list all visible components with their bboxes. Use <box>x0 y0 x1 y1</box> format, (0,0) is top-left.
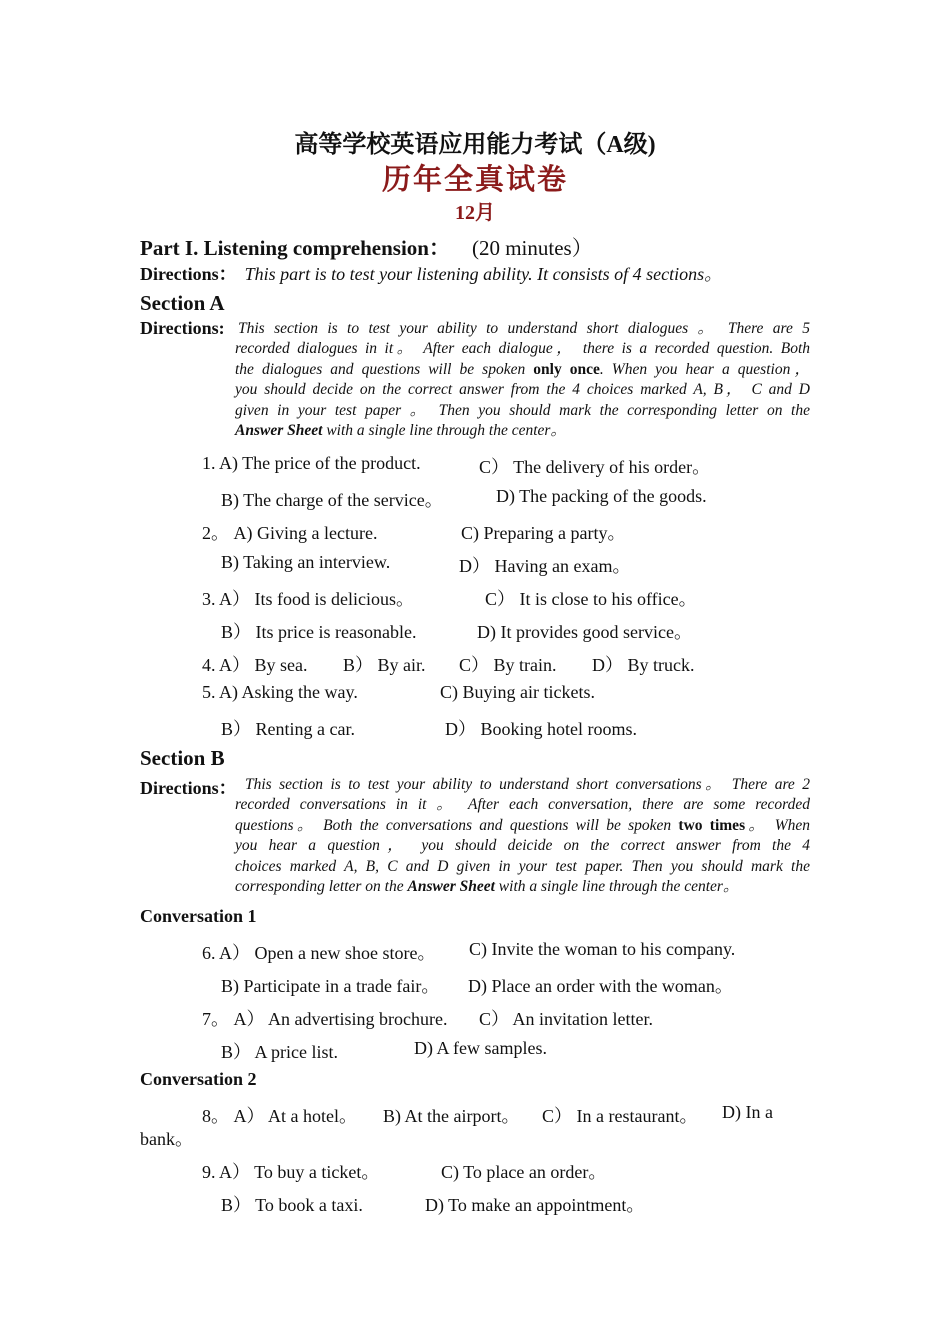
conversation-1-heading: Conversation 1 <box>140 906 257 926</box>
dir-a-line2: recorded dialogues in it。 After each dialogue， there is a recorded question. Both <box>235 340 810 358</box>
dir-a-line3a: the dialogues and questions will be spoken <box>235 360 534 378</box>
q3-option-a[interactable]: 3. A） Its food is delicious。 <box>202 589 414 609</box>
q1-option-c[interactable]: C） The delivery of his order。 <box>479 457 711 477</box>
q2-option-a[interactable]: 2。 A) Giving a lecture. <box>202 523 378 543</box>
dir-b-line2: recorded conversations in it 。 After each conversation, there are some recorded <box>235 796 810 814</box>
q4-option-c[interactable]: C） By train. <box>459 655 557 675</box>
q9-option-d[interactable]: D) To make an appointment。 <box>425 1195 645 1215</box>
q7-option-d[interactable]: D) A few samples. <box>414 1038 547 1058</box>
dir-b-line5: choices marked A, B, C and D given in your test paper. Then you should mark the <box>235 857 810 875</box>
dir-b-line3a: questions。 Both the conversations and questions will be spoken <box>235 816 679 834</box>
dir-a-line6 <box>235 421 810 441</box>
q4-option-a[interactable]: 4. A） By sea. <box>202 655 308 675</box>
dir-b-line6 <box>235 877 810 897</box>
q6-option-a[interactable]: 6. A） Open a new shoe store。 <box>202 943 436 963</box>
q1-option-b[interactable]: B) The charge of the service。 <box>221 490 443 510</box>
dir-a-only-once: only once <box>533 360 600 378</box>
dir-a-line1: This section is to test your ability to understand short dialogues 。 There are 5 <box>238 320 810 337</box>
dir-a-line4: you should decide on the correct answer from the 4 choices marked A, B， C and D <box>235 381 810 399</box>
q8-option-b[interactable]: B) At the airport。 <box>383 1106 520 1126</box>
part-duration: (20 minutes） <box>471 236 593 260</box>
conversation-2-heading: Conversation 2 <box>140 1069 257 1089</box>
q8-option-d[interactable]: D) In a <box>722 1102 773 1122</box>
q2-option-d[interactable]: D） Having an exam。 <box>459 556 631 576</box>
q7-option-b[interactable]: B） A price list. <box>221 1042 338 1062</box>
q3-option-d[interactable]: D) It provides good service。 <box>477 622 692 642</box>
q3-option-c[interactable]: C） It is close to his office。 <box>485 589 697 609</box>
dir-a-line5: given in your test paper 。 Then you should mark the corresponding letter on the <box>235 401 810 419</box>
q7-option-a[interactable]: 7。 A） An advertising brochure. <box>202 1009 448 1029</box>
dir-b-two-times: two times <box>678 816 746 834</box>
section-b-directions-label: Directions： <box>140 778 237 798</box>
q9-option-a[interactable]: 9. A） To buy a ticket。 <box>202 1162 380 1182</box>
exam-title: 高等学校英语应用能力考试（A级) <box>294 132 656 158</box>
q5-option-a[interactable]: 5. A) Asking the way. <box>202 682 358 702</box>
dir-a-line3 <box>235 360 810 380</box>
q3-option-b[interactable]: B） Its price is reasonable. <box>221 622 417 642</box>
dir-b-answer-sheet: Answer Sheet <box>407 878 495 896</box>
dir-b-line1: This section is to test your ability to understand short conversations。 There are 2 <box>245 776 810 793</box>
q6-option-b[interactable]: B) Participate in a trade fair。 <box>221 976 440 996</box>
q7-option-c[interactable]: C） An invitation letter. <box>479 1009 653 1029</box>
q6-option-d[interactable]: D) Place an order with the woman。 <box>468 976 733 996</box>
directions-label: Directions： <box>140 264 237 284</box>
q9-option-c[interactable]: C) To place an order。 <box>441 1162 607 1182</box>
exam-subtitle: 历年全真试卷 <box>381 164 568 196</box>
q8-option-d-wrap: bank。 <box>140 1129 193 1149</box>
q4-option-d[interactable]: D） By truck. <box>592 655 695 675</box>
exam-date: 12月 <box>455 202 495 224</box>
q9-option-b[interactable]: B） To book a taxi. <box>221 1195 363 1215</box>
part-directions <box>140 260 722 286</box>
section-b-directions <box>235 775 810 897</box>
q5-option-c[interactable]: C) Buying air tickets. <box>440 682 595 702</box>
q1-option-a[interactable]: 1. A) The price of the product. <box>202 453 421 473</box>
dir-b-line3c: 。 When <box>745 816 810 834</box>
section-b-heading: Section B <box>140 746 225 770</box>
q6-option-c[interactable]: C) Invite the woman to his company. <box>469 939 736 959</box>
dir-a-line6b: with a single line through the center。 <box>322 422 566 440</box>
q2-option-c[interactable]: C) Preparing a party。 <box>461 523 626 543</box>
q8-option-c[interactable]: C） In a restaurant。 <box>542 1106 698 1126</box>
section-a-directions <box>235 319 810 441</box>
q5-option-b[interactable]: B） Renting a car. <box>221 719 355 739</box>
dir-a-answer-sheet: Answer Sheet <box>235 422 323 440</box>
dir-b-line6a: corresponding letter on the <box>235 878 408 896</box>
q5-option-d[interactable]: D） Booking hotel rooms. <box>445 719 637 739</box>
section-a-heading: Section A <box>140 291 225 315</box>
q4-option-b[interactable]: B） By air. <box>343 655 426 675</box>
part-heading <box>140 232 593 262</box>
dir-b-line4: you hear a question， you should deicide on the correct answer from the 4 <box>235 837 810 855</box>
directions-text: This part is to test your listening ability. It consists of 4 sections。 <box>244 264 723 284</box>
q1-option-d[interactable]: D) The packing of the goods. <box>496 486 707 506</box>
dir-b-line6c: with a single line through the center。 <box>494 878 739 896</box>
q2-option-b[interactable]: B) Taking an interview. <box>221 552 391 572</box>
q8-option-a[interactable]: 8。 A） At a hotel。 <box>202 1106 357 1126</box>
section-a-directions-label: Directions: <box>140 318 225 338</box>
dir-a-line3c: . When you hear a question， <box>599 360 810 378</box>
dir-b-line3 <box>235 816 810 836</box>
part-title: Part I. Listening comprehension： <box>140 236 450 260</box>
